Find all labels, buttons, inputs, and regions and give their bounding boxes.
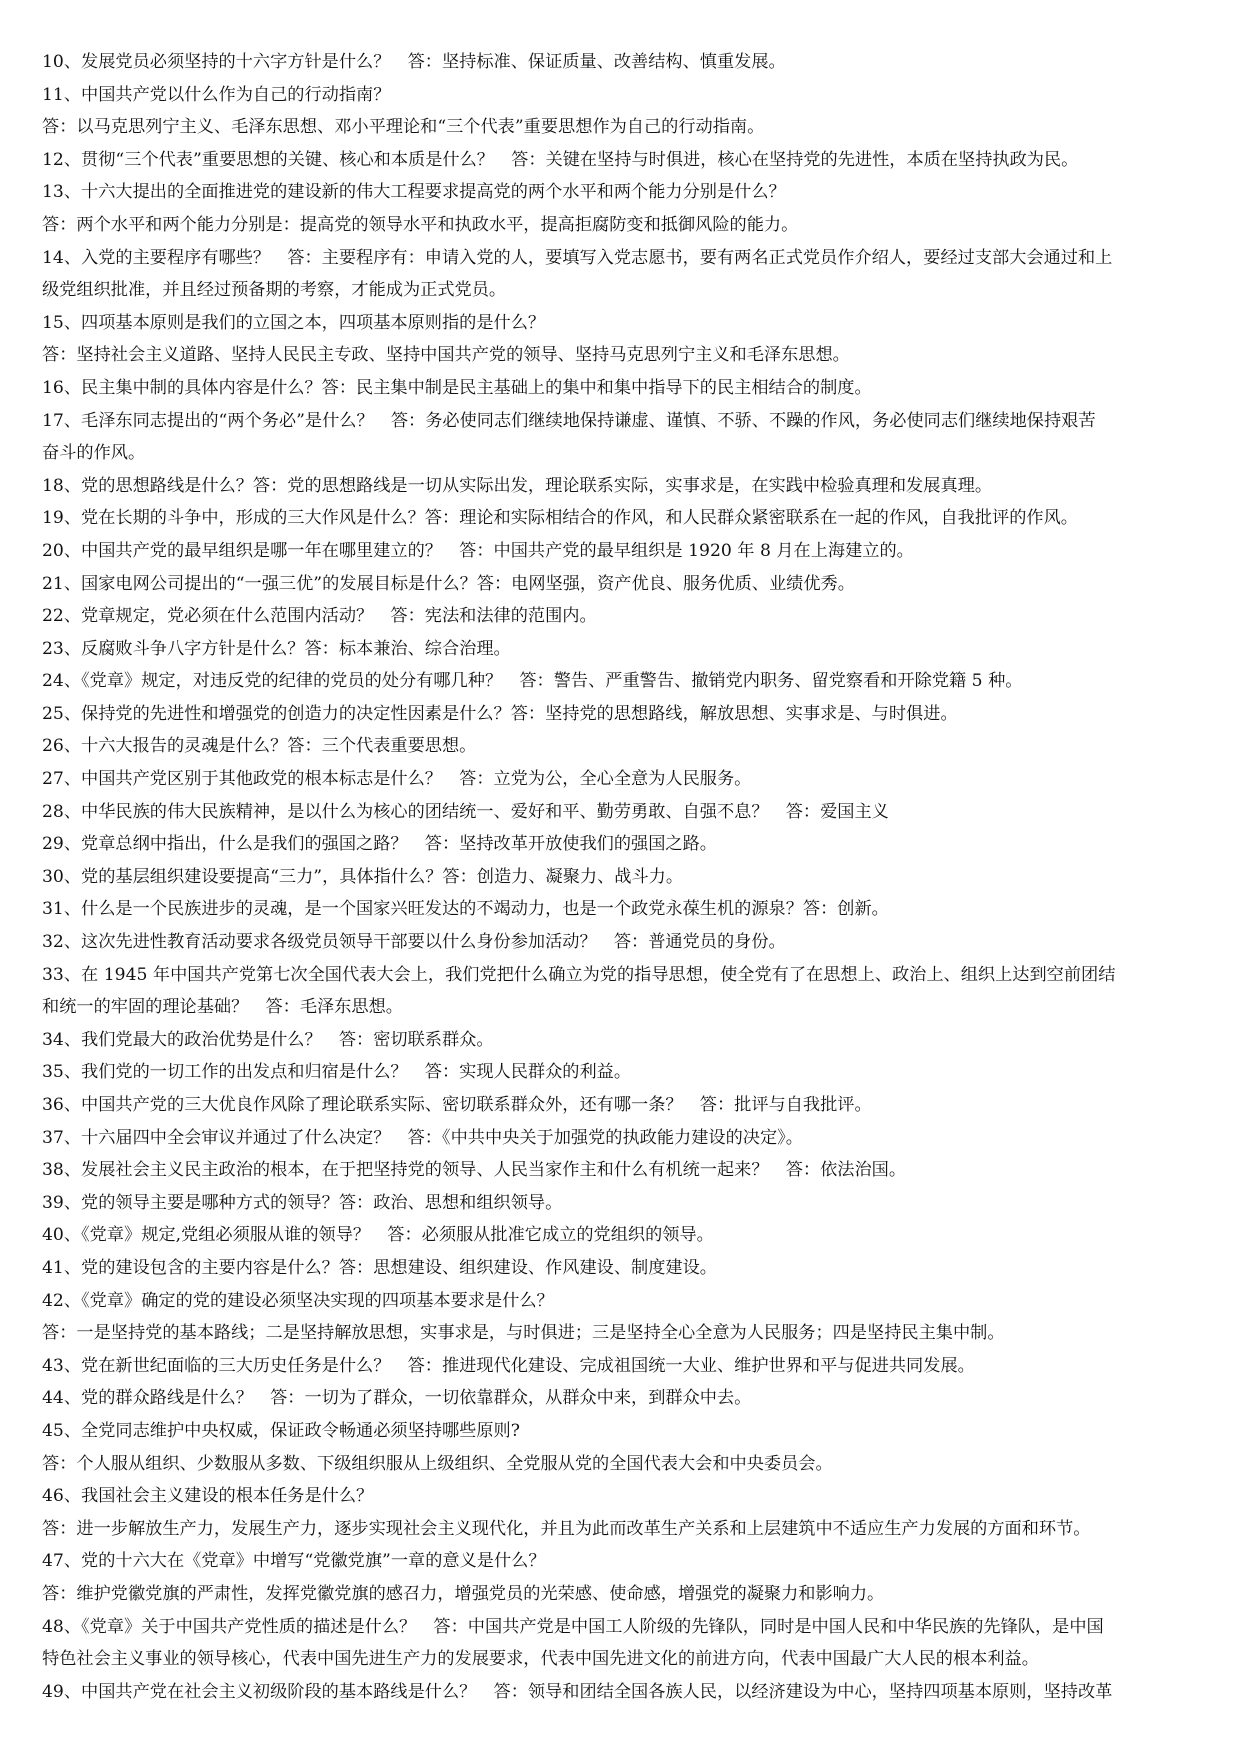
text-line: 29、党章总纲中指出，什么是我们的强国之路？ 答：坚持改革开放使我们的强国之路。 bbox=[42, 834, 717, 855]
text-line: 24、《党章》规定，对违反党的纪律的党员的处分有哪几种？ 答：警告、严重警告、撤销党内职务、留党察看和开除党籍 5 种。 bbox=[42, 671, 1023, 692]
text-line: 和统一的牢固的理论基础？ 答：毛泽东思想。 bbox=[42, 997, 403, 1018]
text-line: 47、党的十六大在《党章》中增写“党徽党旗”一章的意义是什么？ bbox=[42, 1551, 546, 1572]
text-line: 42、《党章》确定的党的建设必须坚决实现的四项基本要求是什么？ bbox=[42, 1290, 554, 1311]
text-line: 30、党的基层组织建设要提高“三力”，具体指什么？答：创造力、凝聚力、战斗力。 bbox=[42, 866, 684, 887]
text-line: 46、我国社会主义建设的根本任务是什么？ bbox=[42, 1486, 374, 1507]
text-line: 32、这次先进性教育活动要求各级党员领导干部要以什么身份参加活动？ 答：普通党员的身份。 bbox=[42, 932, 786, 953]
text-line: 奋斗的作风。 bbox=[42, 443, 146, 464]
text-line: 40、《党章》规定,党组必须服从谁的领导？ 答：必须服从批准它成立的党组织的领导。 bbox=[42, 1225, 714, 1246]
text-line: 答：两个水平和两个能力分别是：提高党的领导水平和执政水平，提高拒腐防变和抵御风险的能力。 bbox=[42, 214, 799, 235]
text-line: 答：以马克思列宁主义、毛泽东思想、邓小平理论和“三个代表”重要思想作为自己的行动指南。 bbox=[42, 117, 765, 138]
text-line: 36、中国共产党的三大优良作风除了理论联系实际、密切联系群众外，还有哪一条？ 答：批评与自我批评。 bbox=[42, 1095, 872, 1115]
text-line: 15、四项基本原则是我们的立国之本，四项基本原则指的是什么？ bbox=[42, 312, 546, 333]
text-line: 10、发展党员必须坚持的十六字方针是什么？ 答：坚持标准、保证质量、改善结构、慎重发展。 bbox=[42, 52, 786, 72]
text-line: 44、党的群众路线是什么？ 答：一切为了群众，一切依靠群众，从群众中来，到群众中去。 bbox=[42, 1388, 752, 1409]
text-line: 20、中国共产党的最早组织是哪一年在哪里建立的？ 答：中国共产党的最早组织是 1920 年 8 月在上海建立的。 bbox=[42, 540, 914, 561]
text-line: 28、中华民族的伟大民族精神，是以什么为核心的团结统一、爱好和平、勤劳勇敢、自强不息？ 答：爱国主义 bbox=[42, 801, 889, 822]
text-line: 31、什么是一个民族进步的灵魂，是一个国家兴旺发达的不竭动力，也是一个政党永葆生机的源泉？答：创新。 bbox=[42, 899, 889, 920]
text-line: 14、入党的主要程序有哪些？ 答：主要程序有：申请入党的人，要填写入党志愿书，要有两名正式党员作介绍人，要经过支部大会通过和上 bbox=[42, 247, 1113, 268]
text-line: 21、国家电网公司提出的“一强三优”的发展目标是什么？答：电网坚强，资产优良、服务优质、业绩优秀。 bbox=[42, 573, 855, 594]
text-line: 答：进一步解放生产力，发展生产力，逐步实现社会主义现代化，并且为此而改革生产关系和上层建筑中不适应生产力发展的方面和环节。 bbox=[42, 1518, 1091, 1539]
text-line: 35、我们党的一切工作的出发点和归宿是什么？ 答：实现人民群众的利益。 bbox=[42, 1062, 632, 1083]
text-line: 23、反腐败斗争八字方针是什么？答：标本兼治、综合治理。 bbox=[42, 638, 511, 659]
text-line: 答：个人服从组织、少数服从多数、下级组织服从上级组织、全党服从党的全国代表大会和中央委员会。 bbox=[42, 1453, 833, 1474]
text-line: 11、中国共产党以什么作为自己的行动指南？ bbox=[42, 84, 391, 105]
text-line: 34、我们党最大的政治优势是什么？ 答：密切联系群众。 bbox=[42, 1029, 494, 1050]
text-line: 37、十六届四中全会审议并通过了什么决定？ 答：《中共中央关于加强党的执政能力建设的决定》。 bbox=[42, 1127, 803, 1148]
text-line: 27、中国共产党区别于其他政党的根本标志是什么？ 答：立党为公，全心全意为人民服务。 bbox=[42, 769, 752, 790]
text-line: 48、《党章》关于中国共产党性质的描述是什么？ 答：中国共产党是中国工人阶级的先锋队，同时是中国人民和中华民族的先锋队，是中国 bbox=[42, 1616, 1104, 1637]
text-line: 16、民主集中制的具体内容是什么？答：民主集中制是民主基础上的集中和集中指导下的民主相结合的制度。 bbox=[42, 377, 872, 398]
text-line: 答：维护党徽党旗的严肃性，发挥党徽党旗的感召力，增强党员的光荣感、使命感，增强党的凝聚力和影响力。 bbox=[42, 1583, 885, 1604]
text-line: 38、发展社会主义民主政治的根本，在于把坚持党的领导、人民当家作主和什么有机统一起来？ 答：依法治国。 bbox=[42, 1160, 907, 1181]
document-page bbox=[42, 46, 1202, 1708]
text-line: 22、党章规定，党必须在什么范围内活动？ 答：宪法和法律的范围内。 bbox=[42, 606, 597, 627]
text-line: 19、党在长期的斗争中，形成的三大作风是什么？答：理论和实际相结合的作风，和人民群众紧密联系在一起的作风，自我批评的作风。 bbox=[42, 508, 1078, 529]
text-line: 级党组织批准，并且经过预备期的考察，才能成为正式党员。 bbox=[42, 280, 507, 301]
text-line: 答：坚持社会主义道路、坚持人民民主专政、坚持中国共产党的领导、坚持马克思列宁主义和毛泽东思想。 bbox=[42, 345, 850, 366]
text-line: 26、十六大报告的灵魂是什么？答：三个代表重要思想。 bbox=[42, 736, 477, 757]
text-line: 45、全党同志维护中央权威，保证政令畅通必须坚持哪些原则? bbox=[42, 1420, 520, 1441]
text-line: 41、党的建设包含的主要内容是什么？答：思想建设、组织建设、作风建设、制度建设。 bbox=[42, 1257, 717, 1278]
text-line: 39、党的领导主要是哪种方式的领导？答：政治、思想和组织领导。 bbox=[42, 1192, 563, 1213]
text-line: 17、毛泽东同志提出的“两个务必”是什么？ 答：务必使同志们继续地保持谦虚、谨慎、不骄、不躁的作风，务必使同志们继续地保持艰苦 bbox=[42, 410, 1096, 431]
text-line: 18、党的思想路线是什么？答：党的思想路线是一切从实际出发，理论联系实际，实事求是，在实践中检验真理和发展真理。 bbox=[42, 475, 993, 496]
text-line: 13、十六大提出的全面推进党的建设新的伟大工程要求提高党的两个水平和两个能力分别是什么？ bbox=[42, 182, 786, 203]
text-line: 特色社会主义事业的领导核心，代表中国先进生产力的发展要求，代表中国先进文化的前进方向，代表中国最广大人民的根本利益。 bbox=[42, 1649, 1039, 1670]
text-line: 43、党在新世纪面临的三大历史任务是什么？ 答：推进现代化建设、完成祖国统一大业、维护世界和平与促进共同发展。 bbox=[42, 1355, 975, 1376]
text-line: 33、在 1945 年中国共产党第七次全国代表大会上，我们党把什么确立为党的指导思想，使全党有了在思想上、政治上、组织上达到空前团结 bbox=[42, 964, 1116, 985]
text-line: 答：一是坚持党的基本路线；二是坚持解放思想，实事求是，与时俱进；三是坚持全心全意为人民服务；四是坚持民主集中制。 bbox=[42, 1323, 1005, 1344]
text-line: 12、贯彻“三个代表”重要思想的关键、核心和本质是什么？ 答：关键在坚持与时俱进，核心在坚持党的先进性，本质在坚持执政为民。 bbox=[42, 149, 1079, 170]
text-line: 49、中国共产党在社会主义初级阶段的基本路线是什么？ 答：领导和团结全国各族人民，以经济建设为中心，坚持四项基本原则，坚持改革 bbox=[42, 1681, 1113, 1702]
text-line: 25、保持党的先进性和增强党的创造力的决定性因素是什么？答：坚持党的思想路线，解放思想、实事求是、与时俱进。 bbox=[42, 703, 958, 724]
